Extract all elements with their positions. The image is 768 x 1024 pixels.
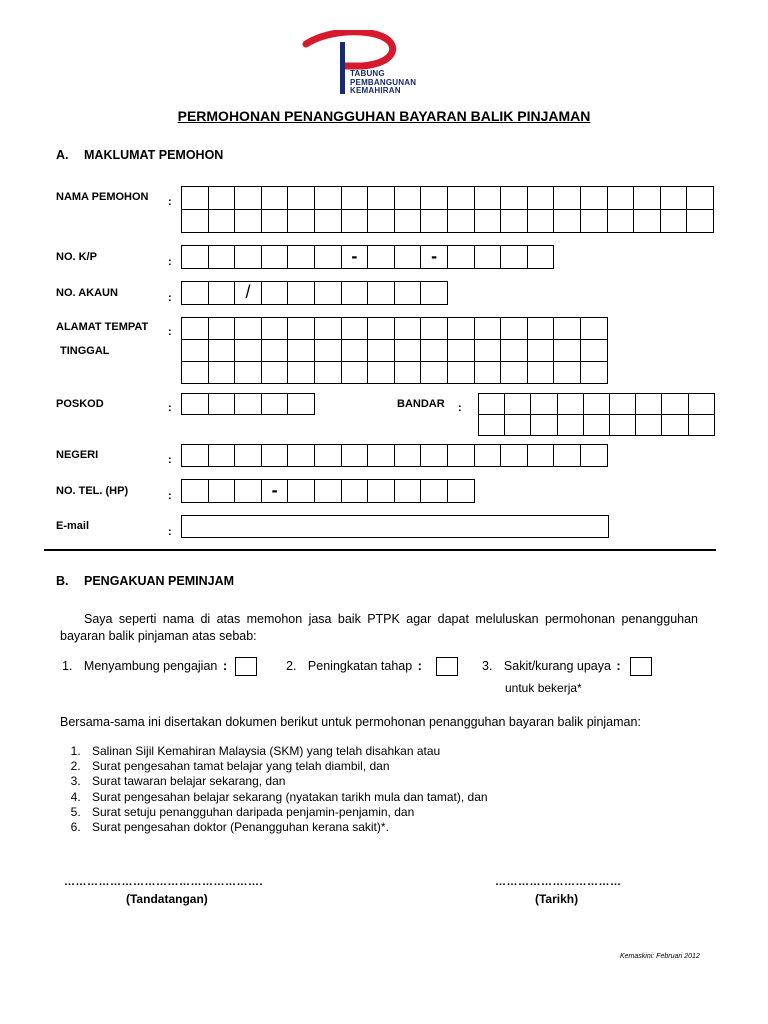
poskod-colon: : [168, 402, 172, 414]
logo-line-1: TABUNG [350, 69, 385, 78]
alamat-cell[interactable] [395, 362, 422, 384]
negeri-cell[interactable] [581, 445, 608, 467]
alamat-cell[interactable] [421, 362, 448, 384]
negeri-cell[interactable] [554, 445, 581, 467]
akaun-colon: : [168, 292, 172, 304]
bandar-cell[interactable] [610, 394, 636, 415]
tel-grid[interactable] [181, 479, 475, 503]
form-title: PERMOHONAN PENANGGUHAN BAYARAN BALIK PINJAMAN [177, 108, 591, 124]
reason-1-colon: : [222, 657, 228, 673]
kp-cell[interactable] [262, 246, 289, 269]
tel-cell[interactable] [368, 480, 395, 503]
documents-list [60, 744, 700, 835]
bandar-cell[interactable] [505, 394, 531, 415]
alamat-label-2: TINGGAL [60, 345, 110, 357]
nama-cell[interactable] [661, 187, 688, 210]
kp-cell[interactable] [528, 246, 555, 269]
negeri-cell[interactable] [182, 445, 209, 467]
reason-3-extra: untuk bekerja* [505, 681, 582, 695]
nama-cell[interactable] [554, 187, 581, 210]
akaun-grid[interactable] [181, 281, 448, 305]
negeri-cell[interactable] [475, 445, 502, 467]
alamat-cell[interactable] [475, 362, 502, 384]
alamat-cell[interactable] [421, 340, 448, 362]
alamat-cell[interactable] [581, 362, 608, 384]
date-line[interactable]: …………………………… [495, 876, 622, 888]
akaun-cell[interactable] [315, 282, 342, 305]
kp-label: NO. K/P [56, 251, 97, 263]
alamat-cell[interactable] [448, 362, 475, 384]
nama-cell[interactable] [395, 187, 422, 210]
nama-cell[interactable] [501, 187, 528, 210]
section-a-number: A. [56, 148, 69, 162]
negeri-cell[interactable] [501, 445, 528, 467]
alamat-cell[interactable] [262, 318, 289, 340]
negeri-cell[interactable] [421, 445, 448, 467]
nama-cell[interactable] [209, 210, 236, 233]
alamat-cell[interactable] [581, 340, 608, 362]
reason-1-number: 1. [62, 658, 73, 673]
reason-3-checkbox[interactable] [630, 657, 652, 676]
kp-grid[interactable] [181, 245, 554, 269]
alamat-cell[interactable] [528, 362, 555, 384]
reason-1-checkbox[interactable] [235, 657, 257, 676]
signature-line[interactable]: ……………………………………………. [64, 876, 264, 888]
document-item: 6. Surat pengesahan doktor (Penangguhan kerana sakit)*. [84, 820, 700, 835]
nama-cell[interactable] [182, 187, 209, 210]
tel-colon: : [168, 490, 172, 502]
akaun-cell[interactable] [368, 282, 395, 305]
nama-cell[interactable] [581, 187, 608, 210]
bandar-cell[interactable] [558, 394, 584, 415]
alamat-cell[interactable] [235, 340, 262, 362]
tel-dash: - [262, 480, 289, 503]
nama-cell[interactable] [288, 187, 315, 210]
nama-cell[interactable] [448, 210, 475, 233]
document-item: 2. Surat pengesahan tamat belajar yang telah diambil, dan [84, 759, 700, 774]
akaun-cell[interactable] [262, 282, 289, 305]
bandar-cell[interactable] [558, 415, 584, 436]
akaun-cell[interactable] [421, 282, 448, 305]
alamat-cell[interactable] [501, 340, 528, 362]
nama-cell[interactable] [182, 210, 209, 233]
alamat-cell[interactable] [421, 318, 448, 340]
alamat-cell[interactable] [342, 340, 369, 362]
nama-cell[interactable] [342, 210, 369, 233]
section-a-title: MAKLUMAT PEMOHON [84, 148, 224, 162]
nama-cell[interactable] [687, 187, 714, 210]
date-label: (Tarikh) [535, 892, 579, 906]
alamat-cell[interactable] [395, 318, 422, 340]
tel-cell[interactable] [421, 480, 448, 503]
reason-3 [482, 657, 652, 676]
section-a-heading [56, 148, 223, 162]
logo [300, 30, 440, 102]
nama-cell[interactable] [315, 210, 342, 233]
bandar-colon: : [458, 402, 462, 414]
nama-cell[interactable] [209, 187, 236, 210]
kp-cell[interactable] [288, 246, 315, 269]
negeri-colon: : [168, 454, 172, 466]
kp-cell[interactable] [368, 246, 395, 269]
reason-3-label: Sakit/kurang upaya [503, 658, 611, 673]
alamat-grid[interactable] [181, 317, 608, 384]
signature-label: (Tandatangan) [126, 892, 208, 906]
kp-cell[interactable] [182, 246, 209, 269]
document-item: 5. Surat setuju penangguhan daripada penjamin-penjamin, dan [84, 805, 700, 820]
negeri-cell[interactable] [288, 445, 315, 467]
akaun-slash: / [235, 282, 262, 305]
bandar-cell[interactable] [662, 394, 688, 415]
alamat-cell[interactable] [528, 340, 555, 362]
nama-cell[interactable] [262, 210, 289, 233]
poskod-cell[interactable] [262, 394, 289, 415]
nama-cell[interactable] [661, 210, 688, 233]
nama-cell[interactable] [368, 187, 395, 210]
alamat-label-1: ALAMAT TEMPAT [56, 321, 149, 333]
alamat-cell[interactable] [209, 318, 236, 340]
negeri-cell[interactable] [395, 445, 422, 467]
bandar-cell[interactable] [584, 415, 610, 436]
documents-intro: Bersama-sama ini disertakan dokumen berikut untuk permohonan penangguhan bayaran balik pinjaman: [60, 715, 641, 729]
nama-cell[interactable] [342, 187, 369, 210]
kp-cell[interactable] [448, 246, 475, 269]
nama-cell[interactable] [262, 187, 289, 210]
bandar-cell[interactable] [531, 394, 557, 415]
nama-cell[interactable] [501, 210, 528, 233]
negeri-cell[interactable] [235, 445, 262, 467]
akaun-cell[interactable] [288, 282, 315, 305]
nama-cell[interactable] [235, 187, 262, 210]
kp-cell[interactable] [315, 246, 342, 269]
document-item: 4. Surat pengesahan belajar sekarang (nyatakan tarikh mula dan tamat), dan [84, 790, 700, 805]
alamat-cell[interactable] [315, 362, 342, 384]
alamat-cell[interactable] [288, 318, 315, 340]
alamat-cell[interactable] [581, 318, 608, 340]
bandar-cell[interactable] [636, 394, 662, 415]
logo-line-2: PEMBANGUNAN [350, 77, 417, 87]
tel-cell[interactable] [182, 480, 209, 503]
tel-cell[interactable] [288, 480, 315, 503]
nama-cell[interactable] [475, 187, 502, 210]
tel-cell[interactable] [209, 480, 236, 503]
bandar-cell[interactable] [689, 394, 715, 415]
poskod-cell[interactable] [182, 394, 209, 415]
nama-cell[interactable] [421, 187, 448, 210]
alamat-cell[interactable] [554, 340, 581, 362]
nama-label: NAMA PEMOHON [56, 191, 149, 203]
nama-cell[interactable] [288, 210, 315, 233]
reason-1 [62, 657, 257, 676]
nama-cell[interactable] [634, 210, 661, 233]
reason-2-checkbox[interactable] [436, 657, 458, 676]
nama-cell[interactable] [608, 187, 635, 210]
nama-cell[interactable] [687, 210, 714, 233]
kp-cell[interactable] [501, 246, 528, 269]
tel-cell[interactable] [235, 480, 262, 503]
tel-label: NO. TEL. (HP) [56, 485, 129, 497]
alamat-cell[interactable] [342, 362, 369, 384]
nama-cell[interactable] [315, 187, 342, 210]
alamat-cell[interactable] [475, 340, 502, 362]
reason-2-number: 2. [286, 658, 297, 673]
akaun-label: NO. AKAUN [56, 287, 118, 299]
email-colon: : [168, 526, 172, 538]
alamat-cell[interactable] [182, 362, 209, 384]
nama-cell[interactable] [608, 210, 635, 233]
akaun-cell[interactable] [182, 282, 209, 305]
nama-cell[interactable] [528, 187, 555, 210]
tel-cell[interactable] [448, 480, 475, 503]
bandar-cell[interactable] [479, 394, 505, 415]
alamat-cell[interactable] [182, 340, 209, 362]
alamat-cell[interactable] [448, 340, 475, 362]
tel-cell[interactable] [395, 480, 422, 503]
alamat-cell[interactable] [262, 362, 289, 384]
nama-colon: : [168, 196, 172, 208]
bandar-cell[interactable] [584, 394, 610, 415]
reason-3-colon: : [616, 657, 621, 673]
bandar-cell[interactable] [636, 415, 662, 436]
nama-cell[interactable] [554, 210, 581, 233]
bandar-cell[interactable] [531, 415, 557, 436]
section-divider [44, 549, 716, 551]
alamat-cell[interactable] [395, 340, 422, 362]
reason-2-label: Peningkatan tahap [307, 658, 413, 673]
alamat-cell[interactable] [528, 318, 555, 340]
reason-2 [286, 657, 458, 676]
negeri-cell[interactable] [342, 445, 369, 467]
negeri-cell[interactable] [448, 445, 475, 467]
negeri-cell[interactable] [209, 445, 236, 467]
alamat-cell[interactable] [315, 340, 342, 362]
poskod-cell[interactable] [209, 394, 236, 415]
alamat-cell[interactable] [209, 340, 236, 362]
alamat-colon: : [168, 326, 172, 338]
poskod-grid[interactable] [181, 393, 315, 415]
alamat-cell[interactable] [209, 362, 236, 384]
email-label: E-mail [56, 520, 90, 532]
nama-cell[interactable] [475, 210, 502, 233]
alamat-cell[interactable] [235, 362, 262, 384]
nama-cell[interactable] [581, 210, 608, 233]
nama-cell[interactable] [448, 187, 475, 210]
negeri-grid[interactable] [181, 444, 608, 467]
alamat-cell[interactable] [554, 318, 581, 340]
alamat-cell[interactable] [315, 318, 342, 340]
bandar-cell[interactable] [505, 415, 531, 436]
alamat-cell[interactable] [182, 318, 209, 340]
bandar-cell[interactable] [689, 415, 715, 436]
tel-cell[interactable] [342, 480, 369, 503]
alamat-cell[interactable] [288, 340, 315, 362]
alamat-cell[interactable] [235, 318, 262, 340]
alamat-cell[interactable] [501, 318, 528, 340]
nama-grid[interactable] [181, 186, 714, 233]
alamat-cell[interactable] [368, 318, 395, 340]
reason-3-number: 3. [482, 658, 493, 673]
bandar-label: BANDAR [397, 398, 445, 410]
logo-line-3: KEMAHIRAN [350, 86, 401, 95]
poskod-cell[interactable] [235, 394, 262, 415]
akaun-cell[interactable] [209, 282, 236, 305]
alamat-cell[interactable] [448, 318, 475, 340]
kp-cell[interactable] [209, 246, 236, 269]
poskod-label: POSKOD [56, 398, 104, 410]
bandar-cell[interactable] [479, 415, 505, 436]
tel-cell[interactable] [315, 480, 342, 503]
negeri-label: NEGERI [56, 449, 99, 461]
alamat-cell[interactable] [262, 340, 289, 362]
akaun-cell[interactable] [395, 282, 422, 305]
kp-cell[interactable] [235, 246, 262, 269]
bandar-cell[interactable] [662, 415, 688, 436]
nama-cell[interactable] [395, 210, 422, 233]
alamat-cell[interactable] [501, 362, 528, 384]
bandar-grid[interactable] [478, 393, 715, 436]
nama-cell[interactable] [528, 210, 555, 233]
reason-1-label: Menyambung pengajian [83, 658, 218, 673]
alamat-cell[interactable] [368, 340, 395, 362]
alamat-cell[interactable] [342, 318, 369, 340]
negeri-cell[interactable] [315, 445, 342, 467]
akaun-cell[interactable] [342, 282, 369, 305]
kp-cell[interactable] [395, 246, 422, 269]
kp-cell[interactable] [475, 246, 502, 269]
section-b-heading [56, 574, 234, 588]
negeri-cell[interactable] [528, 445, 555, 467]
negeri-cell[interactable] [368, 445, 395, 467]
alamat-cell[interactable] [475, 318, 502, 340]
nama-cell[interactable] [634, 187, 661, 210]
kp-dash: - [421, 246, 448, 269]
nama-cell[interactable] [368, 210, 395, 233]
email-field[interactable] [181, 515, 609, 538]
alamat-cell[interactable] [554, 362, 581, 384]
footer-revision: Kemaskini: Februari 2012 [620, 953, 700, 960]
kp-dash: - [342, 246, 369, 269]
nama-cell[interactable] [421, 210, 448, 233]
negeri-cell[interactable] [262, 445, 289, 467]
bandar-cell[interactable] [610, 415, 636, 436]
alamat-cell[interactable] [288, 362, 315, 384]
document-item: 3. Surat tawaran belajar sekarang, dan [84, 774, 700, 789]
section-b-title: PENGAKUAN PEMINJAM [84, 574, 235, 588]
kp-colon: : [168, 256, 172, 268]
nama-cell[interactable] [235, 210, 262, 233]
section-b-number: B. [56, 574, 69, 588]
poskod-cell[interactable] [288, 394, 315, 415]
reason-2-colon: : [417, 657, 423, 673]
document-item: 1. Salinan Sijil Kemahiran Malaysia (SKM) yang telah disahkan atau [84, 744, 700, 759]
alamat-cell[interactable] [368, 362, 395, 384]
declaration-paragraph: Saya seperti nama di atas memohon jasa baik PTPK agar dapat meluluskan permohonan penangguhan bayaran balik pinjaman atas sebab: [60, 612, 698, 643]
